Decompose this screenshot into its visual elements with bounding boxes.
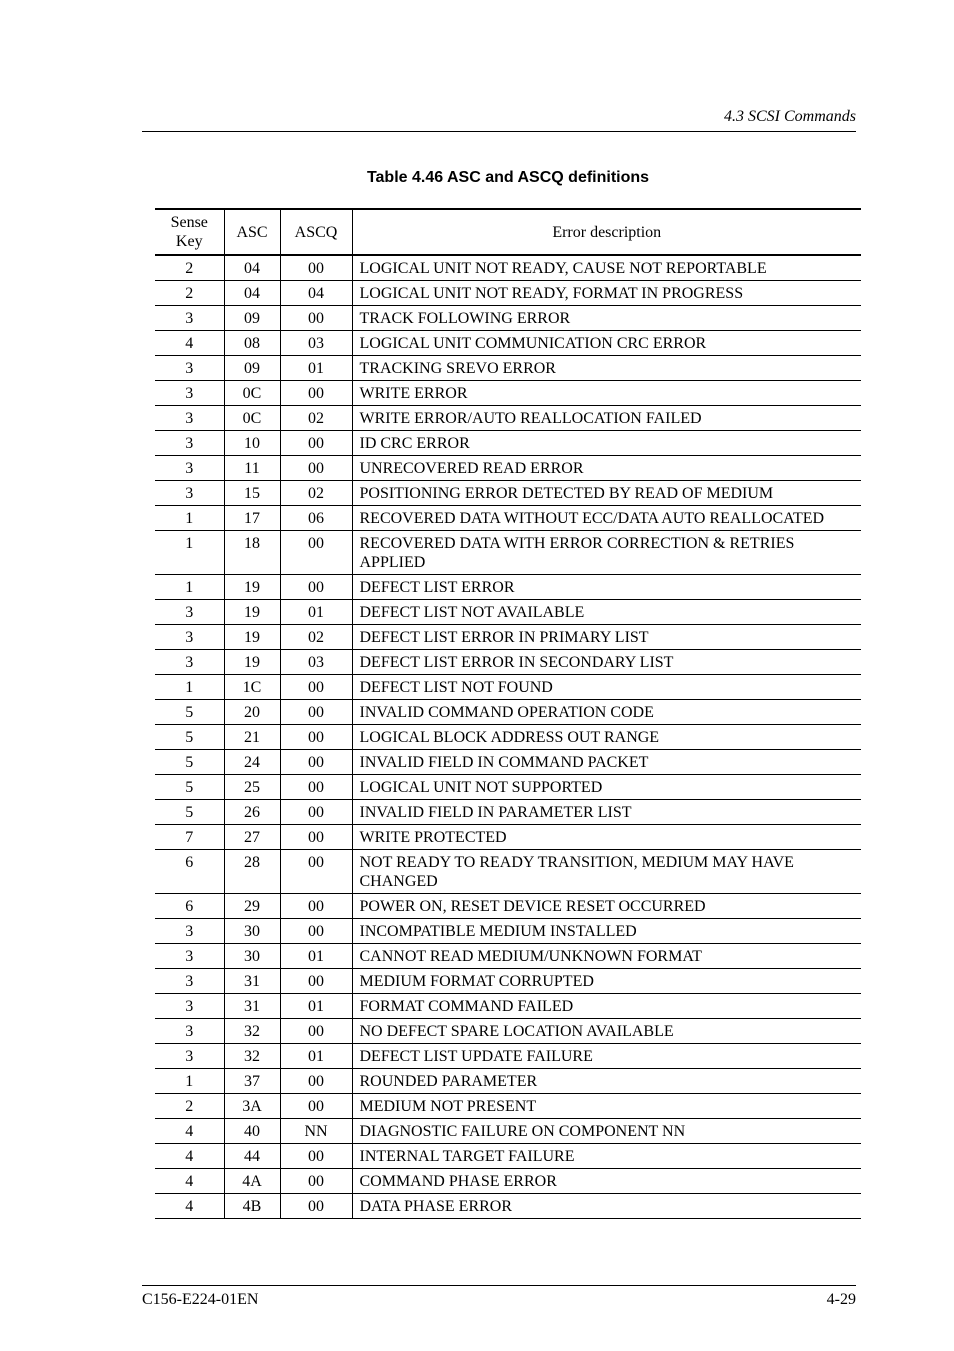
cell-sense-key: 4 xyxy=(155,1169,224,1194)
cell-sense-key: 3 xyxy=(155,306,224,331)
header-sense-key xyxy=(155,209,224,255)
cell-sense-key: 6 xyxy=(155,850,224,894)
cell-ascq: 00 xyxy=(280,255,352,281)
cell-ascq: 00 xyxy=(280,750,352,775)
cell-sense-key: 3 xyxy=(155,456,224,481)
cell-sense-key: 3 xyxy=(155,944,224,969)
cell-ascq: 00 xyxy=(280,1169,352,1194)
cell-sense-key: 2 xyxy=(155,281,224,306)
cell-error-description: INCOMPATIBLE MEDIUM INSTALLED xyxy=(352,919,861,944)
cell-ascq: 02 xyxy=(280,406,352,431)
cell-asc: 44 xyxy=(224,1144,280,1169)
cell-asc: 04 xyxy=(224,255,280,281)
cell-error-description: NO DEFECT SPARE LOCATION AVAILABLE xyxy=(352,1019,861,1044)
cell-sense-key: 1 xyxy=(155,675,224,700)
cell-ascq: 00 xyxy=(280,969,352,994)
cell-error-description: RECOVERED DATA WITH ERROR CORRECTION & RETRIES APPLIED xyxy=(352,531,861,575)
table-row xyxy=(155,725,861,750)
cell-sense-key: 2 xyxy=(155,255,224,281)
cell-error-description: FORMAT COMMAND FAILED xyxy=(352,994,861,1019)
cell-sense-key: 3 xyxy=(155,969,224,994)
cell-asc: 19 xyxy=(224,600,280,625)
cell-sense-key: 5 xyxy=(155,800,224,825)
cell-error-description: DEFECT LIST ERROR xyxy=(352,575,861,600)
cell-sense-key: 6 xyxy=(155,894,224,919)
table-row xyxy=(155,481,861,506)
cell-error-description: DEFECT LIST ERROR IN PRIMARY LIST xyxy=(352,625,861,650)
table-row xyxy=(155,800,861,825)
cell-error-description: POWER ON, RESET DEVICE RESET OCCURRED xyxy=(352,894,861,919)
cell-sense-key: 1 xyxy=(155,531,224,575)
cell-sense-key: 3 xyxy=(155,919,224,944)
cell-error-description: WRITE PROTECTED xyxy=(352,825,861,850)
cell-asc: 08 xyxy=(224,331,280,356)
cell-error-description: DEFECT LIST UPDATE FAILURE xyxy=(352,1044,861,1069)
cell-ascq: 00 xyxy=(280,531,352,575)
cell-ascq: 00 xyxy=(280,800,352,825)
cell-sense-key: 3 xyxy=(155,1044,224,1069)
cell-sense-key: 1 xyxy=(155,575,224,600)
cell-ascq: 02 xyxy=(280,625,352,650)
cell-asc: 20 xyxy=(224,700,280,725)
cell-ascq: 00 xyxy=(280,1019,352,1044)
cell-ascq: 01 xyxy=(280,600,352,625)
table-row xyxy=(155,675,861,700)
cell-asc: 0C xyxy=(224,381,280,406)
table-header-row xyxy=(155,209,861,255)
cell-ascq: 00 xyxy=(280,1144,352,1169)
table-row xyxy=(155,431,861,456)
cell-ascq: 00 xyxy=(280,306,352,331)
cell-asc: 1C xyxy=(224,675,280,700)
table-row xyxy=(155,894,861,919)
cell-ascq: 06 xyxy=(280,506,352,531)
cell-asc: 11 xyxy=(224,456,280,481)
footer-rule xyxy=(142,1285,856,1286)
table-row xyxy=(155,1094,861,1119)
cell-ascq: 03 xyxy=(280,331,352,356)
cell-asc: 19 xyxy=(224,650,280,675)
cell-asc: 29 xyxy=(224,894,280,919)
table-row xyxy=(155,1019,861,1044)
header-sense-key-line2: Key xyxy=(175,233,203,250)
header-rule xyxy=(142,131,856,132)
running-header: 4.3 SCSI Commands xyxy=(723,108,856,125)
table-row xyxy=(155,281,861,306)
cell-error-description: LOGICAL UNIT NOT READY, FORMAT IN PROGRESS xyxy=(352,281,861,306)
cell-asc: 26 xyxy=(224,800,280,825)
cell-ascq: 04 xyxy=(280,281,352,306)
table-row xyxy=(155,381,861,406)
table-row xyxy=(155,506,861,531)
cell-ascq: 00 xyxy=(280,381,352,406)
table-row xyxy=(155,650,861,675)
cell-asc: 10 xyxy=(224,431,280,456)
cell-error-description: MEDIUM FORMAT CORRUPTED xyxy=(352,969,861,994)
table-body xyxy=(155,255,861,1219)
cell-ascq: 00 xyxy=(280,850,352,894)
cell-asc: 31 xyxy=(224,969,280,994)
cell-asc: 32 xyxy=(224,1044,280,1069)
cell-error-description: TRACKING SREVO ERROR xyxy=(352,356,861,381)
table-row xyxy=(155,1144,861,1169)
cell-asc: 15 xyxy=(224,481,280,506)
table-row xyxy=(155,406,861,431)
cell-ascq: 00 xyxy=(280,1194,352,1219)
cell-sense-key: 3 xyxy=(155,600,224,625)
table-row xyxy=(155,1169,861,1194)
cell-asc: 09 xyxy=(224,306,280,331)
cell-ascq: 00 xyxy=(280,700,352,725)
cell-ascq: 01 xyxy=(280,944,352,969)
cell-sense-key: 2 xyxy=(155,1094,224,1119)
cell-error-description: RECOVERED DATA WITHOUT ECC/DATA AUTO REALLOCATED xyxy=(352,506,861,531)
cell-error-description: LOGICAL BLOCK ADDRESS OUT RANGE xyxy=(352,725,861,750)
cell-error-description: INVALID FIELD IN COMMAND PACKET xyxy=(352,750,861,775)
cell-asc: 25 xyxy=(224,775,280,800)
cell-error-description: WRITE ERROR/AUTO REALLOCATION FAILED xyxy=(352,406,861,431)
cell-error-description: DEFECT LIST NOT FOUND xyxy=(352,675,861,700)
cell-asc: 4A xyxy=(224,1169,280,1194)
table-row xyxy=(155,255,861,281)
cell-ascq: 00 xyxy=(280,775,352,800)
cell-sense-key: 4 xyxy=(155,1144,224,1169)
cell-error-description: MEDIUM NOT PRESENT xyxy=(352,1094,861,1119)
cell-sense-key: 4 xyxy=(155,1194,224,1219)
cell-asc: 27 xyxy=(224,825,280,850)
cell-ascq: 01 xyxy=(280,356,352,381)
cell-ascq: 00 xyxy=(280,575,352,600)
cell-sense-key: 7 xyxy=(155,825,224,850)
cell-sense-key: 3 xyxy=(155,431,224,456)
cell-ascq: 00 xyxy=(280,675,352,700)
cell-asc: 28 xyxy=(224,850,280,894)
header-asc: ASC xyxy=(224,209,280,255)
cell-sense-key: 5 xyxy=(155,725,224,750)
table-row xyxy=(155,775,861,800)
cell-asc: 21 xyxy=(224,725,280,750)
cell-error-description: DATA PHASE ERROR xyxy=(352,1194,861,1219)
cell-asc: 32 xyxy=(224,1019,280,1044)
cell-sense-key: 4 xyxy=(155,1119,224,1144)
cell-sense-key: 3 xyxy=(155,481,224,506)
table-row xyxy=(155,1044,861,1069)
table-row xyxy=(155,575,861,600)
table-row xyxy=(155,356,861,381)
table-row xyxy=(155,531,861,575)
table-row xyxy=(155,825,861,850)
table-row xyxy=(155,1194,861,1219)
cell-error-description: TRACK FOLLOWING ERROR xyxy=(352,306,861,331)
cell-sense-key: 1 xyxy=(155,1069,224,1094)
table-row xyxy=(155,600,861,625)
cell-error-description: NOT READY TO READY TRANSITION, MEDIUM MAY HAVE CHANGED xyxy=(352,850,861,894)
cell-asc: 4B xyxy=(224,1194,280,1219)
cell-ascq: NN xyxy=(280,1119,352,1144)
cell-sense-key: 1 xyxy=(155,506,224,531)
table-row xyxy=(155,919,861,944)
cell-ascq: 00 xyxy=(280,431,352,456)
cell-sense-key: 3 xyxy=(155,625,224,650)
cell-ascq: 01 xyxy=(280,994,352,1019)
cell-error-description: POSITIONING ERROR DETECTED BY READ OF MEDIUM xyxy=(352,481,861,506)
table-row xyxy=(155,306,861,331)
cell-asc: 3A xyxy=(224,1094,280,1119)
cell-asc: 30 xyxy=(224,919,280,944)
cell-error-description: WRITE ERROR xyxy=(352,381,861,406)
cell-error-description: DEFECT LIST NOT AVAILABLE xyxy=(352,600,861,625)
cell-error-description: INTERNAL TARGET FAILURE xyxy=(352,1144,861,1169)
cell-sense-key: 3 xyxy=(155,381,224,406)
cell-asc: 24 xyxy=(224,750,280,775)
cell-error-description: DIAGNOSTIC FAILURE ON COMPONENT NN xyxy=(352,1119,861,1144)
cell-sense-key: 5 xyxy=(155,750,224,775)
table-row xyxy=(155,969,861,994)
table-row xyxy=(155,850,861,894)
cell-ascq: 00 xyxy=(280,825,352,850)
cell-error-description: DEFECT LIST ERROR IN SECONDARY LIST xyxy=(352,650,861,675)
cell-ascq: 00 xyxy=(280,919,352,944)
asc-ascq-table xyxy=(155,208,861,1219)
cell-asc: 31 xyxy=(224,994,280,1019)
page-number: 4-29 xyxy=(826,1291,856,1308)
cell-error-description: INVALID COMMAND OPERATION CODE xyxy=(352,700,861,725)
cell-asc: 40 xyxy=(224,1119,280,1144)
cell-error-description: LOGICAL UNIT COMMUNICATION CRC ERROR xyxy=(352,331,861,356)
cell-sense-key: 3 xyxy=(155,650,224,675)
cell-sense-key: 3 xyxy=(155,994,224,1019)
cell-sense-key: 5 xyxy=(155,775,224,800)
header-ascq: ASCQ xyxy=(280,209,352,255)
cell-error-description: ID CRC ERROR xyxy=(352,431,861,456)
cell-error-description: CANNOT READ MEDIUM/UNKNOWN FORMAT xyxy=(352,944,861,969)
cell-error-description: LOGICAL UNIT NOT SUPPORTED xyxy=(352,775,861,800)
cell-asc: 17 xyxy=(224,506,280,531)
table-row xyxy=(155,1119,861,1144)
cell-ascq: 03 xyxy=(280,650,352,675)
cell-ascq: 00 xyxy=(280,456,352,481)
cell-asc: 37 xyxy=(224,1069,280,1094)
cell-asc: 0C xyxy=(224,406,280,431)
cell-asc: 04 xyxy=(224,281,280,306)
cell-error-description: ROUNDED PARAMETER xyxy=(352,1069,861,1094)
cell-asc: 30 xyxy=(224,944,280,969)
document-id: C156-E224-01EN xyxy=(142,1291,259,1308)
cell-asc: 19 xyxy=(224,575,280,600)
table-row xyxy=(155,700,861,725)
cell-ascq: 00 xyxy=(280,725,352,750)
cell-asc: 09 xyxy=(224,356,280,381)
header-error-description: Error description xyxy=(352,209,861,255)
cell-sense-key: 3 xyxy=(155,406,224,431)
table-caption: Table 4.46 ASC and ASCQ definitions xyxy=(366,169,650,186)
cell-asc: 18 xyxy=(224,531,280,575)
cell-error-description: INVALID FIELD IN PARAMETER LIST xyxy=(352,800,861,825)
table-row xyxy=(155,944,861,969)
table-row xyxy=(155,331,861,356)
header-sense-key-line1: Sense xyxy=(170,214,208,231)
table-row xyxy=(155,994,861,1019)
table-row xyxy=(155,750,861,775)
cell-ascq: 00 xyxy=(280,894,352,919)
table-row xyxy=(155,1069,861,1094)
cell-error-description: LOGICAL UNIT NOT READY, CAUSE NOT REPORTABLE xyxy=(352,255,861,281)
cell-ascq: 00 xyxy=(280,1094,352,1119)
cell-sense-key: 5 xyxy=(155,700,224,725)
table-row xyxy=(155,625,861,650)
cell-sense-key: 3 xyxy=(155,1019,224,1044)
cell-sense-key: 4 xyxy=(155,331,224,356)
cell-error-description: COMMAND PHASE ERROR xyxy=(352,1169,861,1194)
cell-error-description: UNRECOVERED READ ERROR xyxy=(352,456,861,481)
cell-ascq: 01 xyxy=(280,1044,352,1069)
cell-ascq: 02 xyxy=(280,481,352,506)
cell-ascq: 00 xyxy=(280,1069,352,1094)
cell-asc: 19 xyxy=(224,625,280,650)
table-row xyxy=(155,456,861,481)
cell-sense-key: 3 xyxy=(155,356,224,381)
